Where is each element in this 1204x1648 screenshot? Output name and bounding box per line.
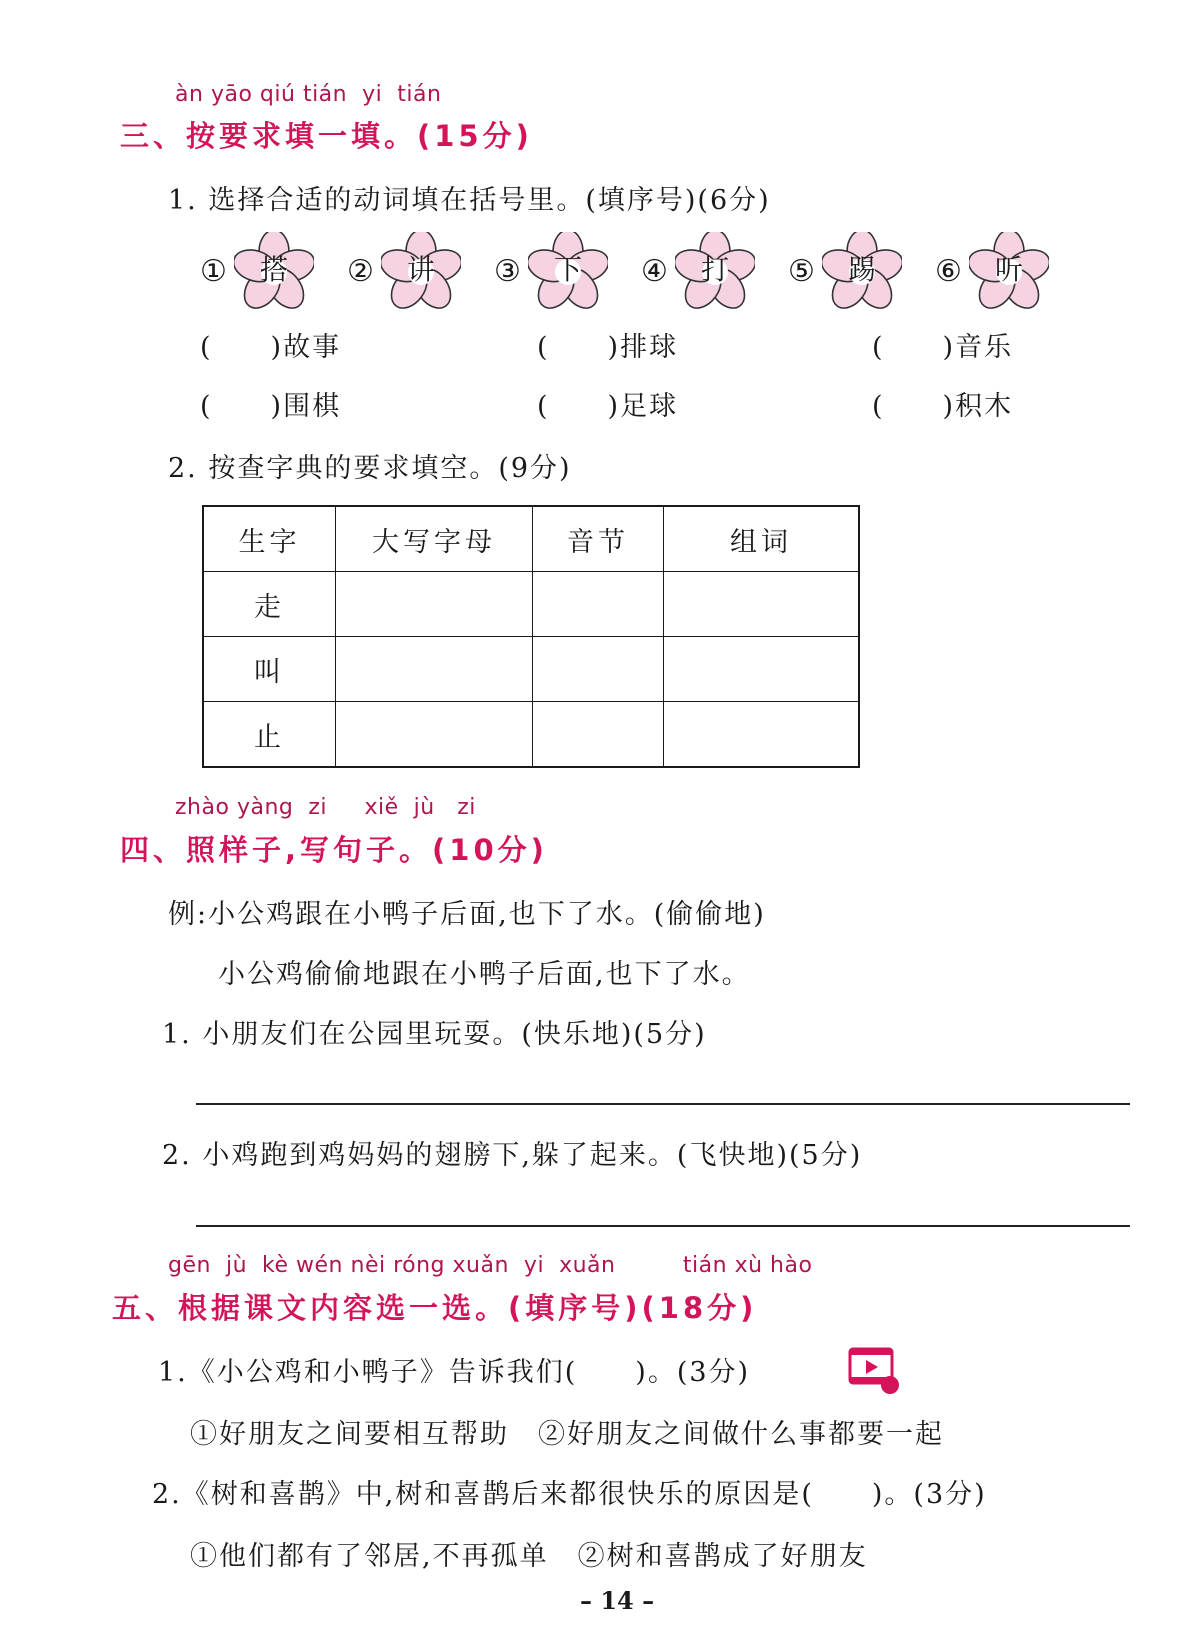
section3-pinyin: àn yāo qiú tián yi tián [175, 82, 442, 107]
verb-option [935, 232, 1075, 312]
verb-option [788, 232, 928, 312]
option-verb: 下 [553, 253, 582, 286]
option-verb: 搭 [259, 253, 288, 286]
verb-option [641, 232, 781, 312]
option-verb: 踢 [847, 253, 876, 286]
example-label: 例: [168, 899, 209, 930]
example-answer: 小公鸡偷偷地跟在小鸭子后面,也下了水。 [218, 959, 751, 990]
answer-line-2[interactable] [196, 1225, 1130, 1227]
table-cell-input[interactable] [533, 637, 664, 702]
verb-option [200, 232, 340, 312]
verb-option [494, 232, 634, 312]
option-verb: 打 [700, 253, 729, 286]
option-number: ② [347, 254, 374, 289]
table-row [203, 637, 859, 702]
s5-q1-options: ①好朋友之间要相互帮助 ②好朋友之间做什么事都要一起 [190, 1419, 944, 1450]
blank-go[interactable]: ( )围棋 [200, 391, 342, 422]
table-cell-char: 止 [203, 702, 336, 768]
table-row [203, 702, 859, 768]
blank-music[interactable]: ( )音乐 [872, 332, 1014, 363]
s5-q2-options: ①他们都有了邻居,不再孤单 ②树和喜鹊成了好朋友 [190, 1541, 868, 1572]
option-number: ③ [494, 254, 521, 289]
table-cell-char: 叫 [203, 637, 336, 702]
option-number: ④ [641, 254, 668, 289]
table-header: 组词 [664, 506, 860, 572]
section5-pinyin: gēn jù kè wén nèi róng xuǎn yi xuǎn tián xù hào [168, 1253, 813, 1278]
table-cell-input[interactable] [336, 572, 533, 637]
q1-prompt: 1. 选择合适的动词填在括号里。(填序号)(6分) [168, 185, 771, 216]
blank-story[interactable]: ( )故事 [200, 332, 342, 363]
s5-q1: 1.《小公鸡和小鸭子》告诉我们( )。(3分) [158, 1357, 751, 1388]
blank-blocks[interactable]: ( )积木 [872, 391, 1014, 422]
table-cell-input[interactable] [533, 572, 664, 637]
table-header: 音节 [533, 506, 664, 572]
q2-prompt: 2. 按查字典的要求填空。(9分) [168, 453, 572, 484]
table-cell-input[interactable] [664, 572, 860, 637]
blank-volleyball[interactable]: ( )排球 [537, 332, 679, 363]
table-cell-input[interactable] [664, 637, 860, 702]
table-cell-input[interactable] [533, 702, 664, 768]
table-cell-char: 走 [203, 572, 336, 637]
s4-q1: 1. 小朋友们在公园里玩耍。(快乐地)(5分) [162, 1019, 707, 1050]
table-header: 生字 [203, 506, 336, 572]
option-number: ① [200, 254, 227, 289]
section4-pinyin: zhào yàng zi xiě jù zi [175, 795, 476, 820]
table-cell-input[interactable] [664, 702, 860, 768]
table-cell-input[interactable] [336, 637, 533, 702]
table-header-row [203, 506, 859, 572]
section3-title: 三、按要求填一填。(15分) [120, 119, 533, 153]
table-cell-input[interactable] [336, 702, 533, 768]
example [168, 892, 766, 931]
dictionary-table [202, 505, 860, 768]
section4-title: 四、照样子,写句子。(10分) [120, 833, 548, 867]
s5-q2: 2.《树和喜鹊》中,树和喜鹊后来都很快乐的原因是( )。(3分) [152, 1479, 987, 1510]
s4-q2: 2. 小鸡跑到鸡妈妈的翅膀下,躲了起来。(飞快地)(5分) [162, 1140, 863, 1171]
table-row [203, 572, 859, 637]
section5-title: 五、根据课文内容选一选。(填序号)(18分) [112, 1291, 758, 1325]
verb-option [347, 232, 487, 312]
option-number: ⑥ [935, 254, 962, 289]
blank-football[interactable]: ( )足球 [537, 391, 679, 422]
page-number: – 14 – [580, 1586, 655, 1615]
option-number: ⑤ [788, 254, 815, 289]
option-verb: 讲 [406, 253, 435, 286]
video-play-icon[interactable] [848, 1345, 904, 1397]
answer-line-1[interactable] [196, 1103, 1130, 1105]
option-verb: 听 [994, 253, 1023, 286]
example-sentence: 小公鸡跟在小鸭子后面,也下了水。(偷偷地) [208, 899, 766, 930]
table-header: 大写字母 [336, 506, 533, 572]
